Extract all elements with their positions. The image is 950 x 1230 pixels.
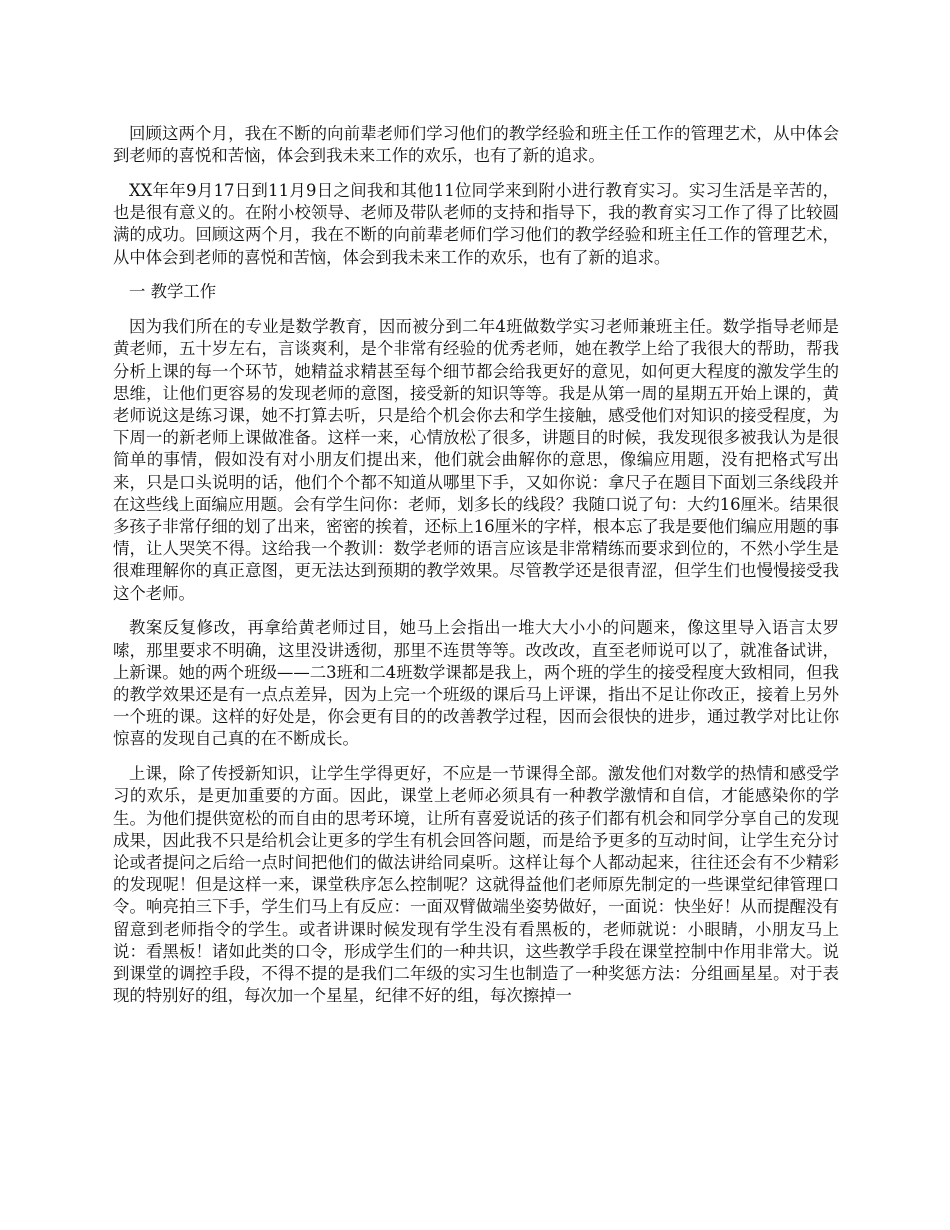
paragraph-internship-overview: XX年年9月17日到11月9日之间我和其他11位同学来到附小进行教育实习。实习生活是辛苦的，也是很有意义的。在附小校领导、老师及带队老师的支持和指导下，我的教育实习工作了得了比较圆满的成功。回顾这两个月，我在不断的向前辈老师们学习他们的教学经验和班主任工作的管理艺术，从中体会到老师的喜悦和苦恼，体会到我未来工作的欢乐，也有了新的追求。 <box>113 181 839 267</box>
paragraph-intro-summary: 回顾这两个月，我在不断的向前辈老师们学习他们的教学经验和班主任工作的管理艺术，从中体会到老师的喜悦和苦恼，体会到我未来工作的欢乐，也有了新的追求。 <box>113 124 839 166</box>
paragraph-lesson-plan-revision: 教案反复修改，再拿给黄老师过目，她马上会指出一堆大大小小的问题来，像这里导入语言太罗嗦，那里要求不明确，这里没讲透彻，那里不连贯等等。改改改，直至老师说可以了，就准备试讲，上新课。她的两个班级——二3班和二4班数学课都是我上，两个班的学生的接受程度大致相同，但我的教学效果还是有一点点差异，因为上完一个班级的课后马上评课，指出不足让你改正，接着上另外一个班的课。这样的好处是，你会更有目的的改善教学过程，因而会很快的进步，通过教学对比让你惊喜的发现自己真的在不断成长。 <box>113 618 839 749</box>
paragraph-math-teaching: 因为我们所在的专业是数学教育，因而被分到二年4班做数学实习老师兼班主任。数学指导老师是黄老师，五十岁左右，言谈爽利，是个非常有经验的优秀老师，她在教学上给了我很大的帮助，帮我分析上课的每一个环节，她精益求精甚至每个细节都会给我更好的意见，如何更大程度的激发学生的思维，让他们更容易的发现老师的意图，接受新的知识等等。我是从第一周的星期五开始上课的，黄老师说这是练习课，她不打算去听，只是给个机会你去和学生接触，感受他们对知识的接受程度，为下周一的新老师上课做准备。这样一来，心情放松了很多，讲题目的时候，我发现很多被我认为是很简单的事情，假如没有对小朋友们提出来，他们就会曲解你的意思，像编应用题，没有把格式写出来，只是口头说明的话，他们个个都不知道从哪里下手，又如你说：拿尺子在题目下面划三条线段并在这些线上面编应用题。会有学生问你：老师，划多长的线段？我随口说了句：大约16厘米。结果很多孩子非常仔细的划了出来，密密的挨着，还标上16厘米的字样，根本忘了我是要他们编应用题的事情，让人哭笑不得。这给我一个教训：数学老师的语言应该是非常精练而要求到位的，不然小学生是很难理解你的真正意图，更无法达到预期的教学效果。尽管教学还是很青涩，但学生们也慢慢接受我这个老师。 <box>113 317 839 603</box>
document-body <box>113 123 839 1020</box>
section-heading-teaching-work: 一 教学工作 <box>129 282 217 302</box>
paragraph-classroom-management: 上课，除了传授新知识，让学生学得更好，不应是一节课得全部。激发他们对数学的热情和感受学习的欢乐，是更加重要的方面。因此，课堂上老师必须具有一种教学激情和自信，才能感染你的学生。为他们提供宽松的而自由的思考环境，让所有喜爱说话的孩子们都有机会和同学分享自己的发现成果，因此我不只是给机会让更多的学生有机会回答问题，而是给予更多的互动时间，让学生充分讨论或者提问之后给一点时间把他们的做法讲给同桌听。这样让每个人都动起来，往往还会有不少精彩的发现呢！但是这样一来，课堂秩序怎么控制呢？这就得益他们老师原先制定的一些课堂纪律管理口令。响亮拍三下手，学生们马上有反应：一面双臂做端坐姿势做好，一面说：快坐好！从而提醒没有留意到老师指令的学生。或者讲课时候发现有学生没有看黑板的，老师就说：小眼睛，小朋友马上说：看黑板！诸如此类的口令，形成学生们的一种共识，这些教学手段在课堂控制中作用非常大。说到课堂的调控手段，不得不提的是我们二年级的实习生也制造了一种奖惩方法：分组画星星。对于表现的特别好的组，每次加一个星星，纪律不好的组，每次擦掉一 <box>113 764 839 1006</box>
